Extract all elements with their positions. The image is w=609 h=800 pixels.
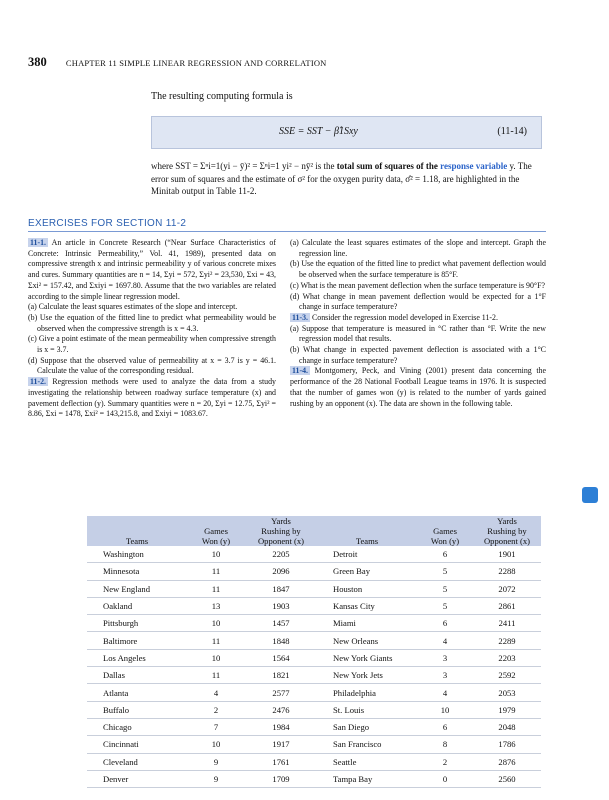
header-yards: Yards Rushing by Opponent (x) (257, 516, 305, 546)
table-row: Chicago 7 1984 San Diego 6 2048 (87, 718, 541, 735)
exercise-number: 11-1. (30, 238, 47, 247)
table-row: Buffalo 2 2476 St. Louis 10 1979 (87, 701, 541, 718)
table-row: Los Angeles 10 1564 New York Giants 3 2203 (87, 649, 541, 666)
header-games: Games Won (y) (430, 526, 460, 546)
table-row: Pittsburgh 10 1457 Miami 6 2411 (87, 615, 541, 632)
exercise-part: (b) Use the equation of the fitted line to predict what permeability would be observed when the compressive strength is x = 4.3. (28, 312, 276, 333)
exercise-part: (b) What change in expected pavement deflection is associated with a 1°C change in surface temperature? (290, 345, 546, 365)
exercise-text: Montgomery, Peck, and Vining (2001) present data concerning the performance of the 28 National Football League teams in 1976. It is suspected that the number of games won (y) is related to the number of yards gained rushing by an opponent (x). The data are shown in the following table. (290, 366, 546, 408)
nfl-data-table (87, 516, 541, 788)
exercise-part: (a) Calculate the least squares estimates of the slope and intercept. Graph the regression line. (290, 238, 546, 258)
chapter-title: CHAPTER 11 SIMPLE LINEAR REGRESSION AND CORRELATION (65, 58, 327, 68)
exercise-number: 11-4. (292, 366, 309, 376)
exercise-number: 11-2. (30, 377, 47, 387)
exercise-part: (d) Suppose that the observed value of permeability at x = 3.7 is y = 46.1. Calculate the value of the corresponding residual. (28, 355, 276, 376)
table-row: Atlanta 4 2577 Philadelphia 4 2053 (87, 684, 541, 701)
table-header-row (87, 516, 541, 546)
table-row: New England 11 1847 Houston 5 2072 (87, 580, 541, 597)
exercise-part: (d) What change in mean pavement deflection would be expected for a 1°F change in surface temperature? (290, 291, 546, 312)
table-body (87, 546, 541, 788)
table-row: Baltimore 11 1848 New Orleans 4 2289 (87, 632, 541, 649)
paragraph-keyword: response variable (440, 161, 508, 171)
exercise-text: Regression methods were used to analyze the data from a study investigating the relationship between roadway surface temperature (x) and pavement deflection (y). Summary quantities were n = 20, Σyi = 12.75, Σyi² = 8.86, Σxi = 1478, Σxi² = 143,215.8, and Σxiyi = 1083.67. (28, 377, 276, 419)
exercise-11-4 (290, 366, 546, 409)
page-header (28, 55, 327, 70)
table-row: Cincinnati 10 1917 San Francisco 8 1786 (87, 736, 541, 753)
exercise-number: 11-3. (292, 312, 309, 322)
section-title: EXERCISES FOR SECTION 11-2 (28, 218, 187, 229)
table-row: Washington 10 2205 Detroit 6 1901 (87, 546, 541, 563)
equation-box (151, 116, 542, 149)
exercise-part: (a) Calculate the least squares estimates of the slope and intercept. (28, 302, 238, 312)
exercise-text: Consider the regression model developed in Exercise 11-2. (310, 312, 498, 322)
page-number: 380 (28, 55, 47, 69)
exercise-part: (c) Give a point estimate of the mean permeability when compressive strength is x = 3.7. (28, 334, 276, 355)
equation-formula: SSE = SST − β̂1Sxy (279, 126, 358, 137)
exercise-part: (c) What is the mean pavement deflection when the surface temperature is 90°F? (290, 280, 545, 290)
table-row: Cleveland 9 1761 Seattle 2 2876 (87, 753, 541, 770)
margin-marker-icon[interactable] (582, 487, 598, 503)
table-row: Minnesota 11 2096 Green Bay 5 2288 (87, 563, 541, 580)
exercise-11-1 (28, 238, 276, 302)
table-row: Denver 9 1709 Tampa Bay 0 2560 (87, 770, 541, 787)
equation-number: (11-14) (497, 126, 527, 137)
exercise-part: (a) Suppose that temperature is measured in °C rather than °F. Write the new regression model that results. (290, 323, 546, 344)
header-yards: Yards Rushing by Opponent (x) (483, 516, 531, 546)
paragraph-part1: where SST = Σⁿi=1(yi − ȳ)² = Σⁿi=1 yi² − nȳ² is the (151, 161, 337, 171)
exercise-11-2 (28, 377, 276, 420)
table-row: Dallas 11 1821 New York Jets 3 2592 (87, 667, 541, 684)
intro-text: The resulting computing formula is (151, 91, 293, 102)
table-row: Oakland 13 1903 Kansas City 5 2861 (87, 597, 541, 614)
section-divider (28, 231, 546, 232)
exercise-text: An article in Concrete Research (“Near Surface Characteristics of Concrete: Intrinsic Permeability,” Vol. 41, 1989), presented data on compressive strength x and intrinsic permeability y of various concrete mixes and cures. Summary quantities are n = 14, Σyi = 572, Σyi² = 23,530, Σxi = 43, Σxi² = 157.42, and Σxiyi = 1697.80. Assume that the two variables are related according to the simple linear regression model. (28, 238, 276, 301)
header-teams: Teams (125, 536, 149, 546)
explanation-paragraph (151, 160, 546, 198)
exercise-part: (b) Use the equation of the fitted line to predict what pavement deflection would be observed when the surface temperature is 85°F. (290, 259, 546, 280)
paragraph-bold: total sum of squares of the (336, 161, 441, 171)
exercise-column-left (28, 238, 276, 420)
header-games: Games Won (y) (201, 526, 231, 546)
paragraph-part2: y. The error sum of squares and the estimate of σ² for the oxygen purity data, σ̂² = 1.18, are highlighted in the Minitab output in Table 11-2. (151, 161, 532, 196)
exercise-11-3 (290, 313, 546, 324)
exercise-column-right (290, 238, 546, 409)
header-teams: Teams (355, 536, 379, 546)
